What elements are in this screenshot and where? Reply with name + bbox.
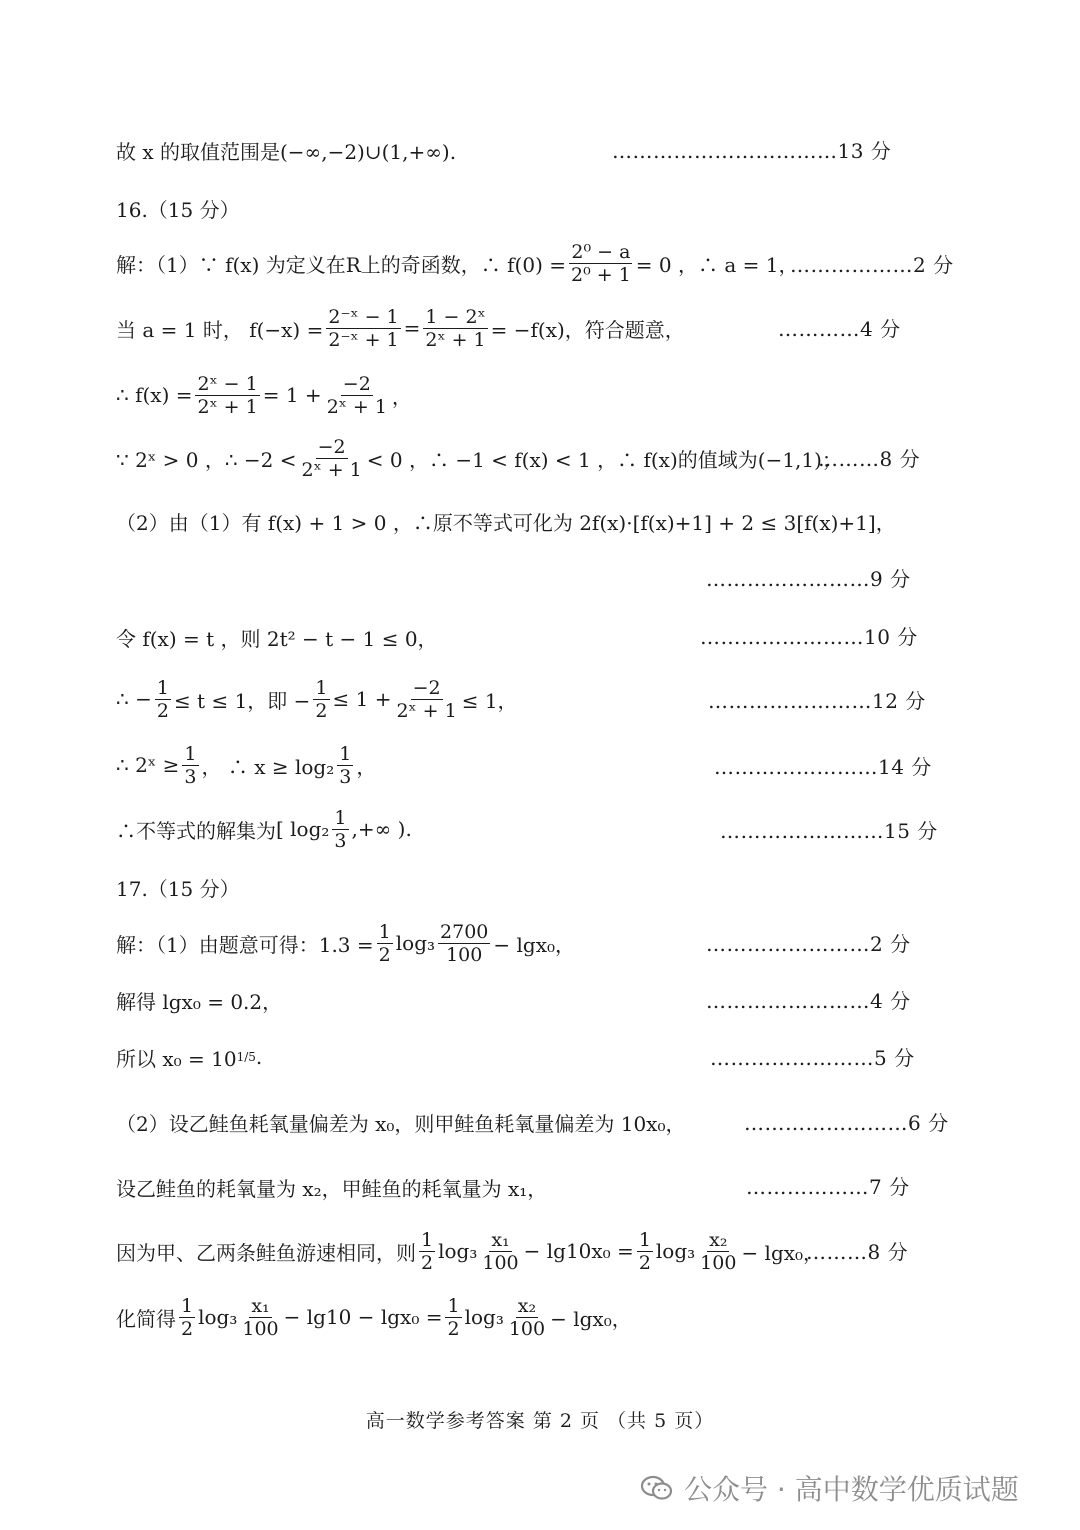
text-segment: 化简得 [116, 1306, 176, 1331]
score-2: ………………2 分 [790, 253, 954, 277]
fraction [195, 373, 259, 418]
q17-part1-line1 [116, 920, 575, 966]
text-segment: log₃ [464, 1305, 504, 1329]
q17-part1-line3 [116, 1034, 262, 1080]
text-segment: ≤ 1， [461, 688, 518, 713]
score-15: ……………………15 分 [720, 819, 938, 843]
text-segment: （2）设乙鲑鱼耗氧量偏差为 x₀，则甲鲑鱼耗氧量偏差为 10x₀， [116, 1111, 686, 1136]
numerator: 1 [184, 742, 197, 765]
text-segment: . [255, 1045, 263, 1069]
fraction [313, 677, 329, 722]
denominator: 3 [339, 765, 352, 788]
text-segment: 所以 x₀ = 10 [116, 1046, 237, 1071]
q16-part2-line3 [116, 676, 518, 722]
denominator: 2ˣ + 1 [197, 395, 258, 418]
numerator: 1 [181, 1294, 194, 1317]
denominator: 2 [447, 1317, 460, 1340]
score-10: ……………………10 分 [700, 625, 918, 649]
text-segment: ， [391, 384, 412, 409]
fraction [445, 1295, 461, 1340]
numerator: 2ˣ − 1 [197, 372, 258, 395]
score-2b: ……………………2 分 [706, 932, 911, 956]
text-segment: = −f(x)，符合题意， [490, 317, 685, 342]
numerator: 1 [339, 742, 352, 765]
numerator: 2⁰ − a [571, 240, 631, 263]
score-6: ……………………6 分 [744, 1111, 949, 1135]
denominator: 2 [378, 943, 391, 966]
text-segment: 解：（1）∵ f(x) 为定义在R上的奇函数，∴ f(0) = [116, 252, 566, 277]
q17-part2-line3 [116, 1228, 823, 1274]
score-5: ……………………5 分 [710, 1046, 915, 1070]
fraction [240, 1295, 280, 1340]
text-segment: 当 a = 1 时， f(−x) = [116, 317, 324, 342]
denominator: 100 [508, 1317, 546, 1340]
question-17-label: 17.（15 分） [116, 876, 240, 901]
text-segment: ， [356, 754, 377, 779]
denominator: 2 [156, 699, 169, 722]
numerator: x₂ [517, 1294, 537, 1317]
question-17-heading [116, 864, 240, 910]
text-segment: − lgx₀， [493, 932, 575, 957]
denominator: 2 [315, 699, 328, 722]
score-4b: ……………………4 分 [706, 989, 911, 1013]
numerator: 1 [315, 676, 328, 699]
text-segment: ∵ 2ˣ > 0 ，∴ −2 < [116, 447, 297, 472]
fraction [480, 1229, 520, 1274]
fraction [637, 1229, 653, 1274]
question-16-heading [116, 185, 240, 231]
text-segment: ≤ t ≤ 1，即 − [173, 688, 311, 713]
fraction [569, 241, 633, 286]
text-segment: ≤ 1 + [332, 687, 392, 711]
text-segment: − lg10x₀ = [523, 1239, 634, 1263]
text-segment: − lgx₀， [550, 1306, 632, 1331]
fraction [155, 677, 171, 722]
denominator: 2⁻ˣ + 1 [328, 328, 399, 351]
numerator: 1 [638, 1228, 651, 1251]
text-segment: ,+∞ ). [351, 817, 412, 841]
denominator: 3 [334, 829, 347, 852]
fraction [419, 1229, 435, 1274]
text-segment: log₃ [655, 1239, 696, 1263]
score-14: ……………………14 分 [714, 755, 932, 779]
q17-part2-line4 [116, 1294, 632, 1340]
watermark [640, 1466, 1019, 1510]
text-segment: ， ∴ x ≥ log₂ [201, 754, 335, 779]
text-segment: = 0 ，∴ a = 1， [635, 252, 799, 277]
numerator: 2⁻ˣ − 1 [328, 305, 399, 328]
fraction [423, 306, 487, 351]
fraction [394, 677, 458, 722]
q16-part2-line1 [116, 498, 896, 544]
question-16-label: 16.（15 分） [116, 197, 240, 222]
page-footer: 高一数学参考答案 第 2 页 （共 5 页） [365, 1410, 715, 1432]
numerator: 2700 [440, 920, 489, 943]
numerator: 1 [378, 920, 391, 943]
numerator: 1 [447, 1294, 460, 1317]
range-text: 故 x 的取值范围是(−∞,−2)∪(1,+∞). [116, 139, 457, 164]
wechat-icon [640, 1474, 674, 1502]
text-segment: 设乙鲑鱼的耗氧量为 x₂，甲鲑鱼的耗氧量为 x₁， [116, 1176, 548, 1201]
q16-part1-line3 [116, 372, 412, 418]
text-segment: ∴ 2ˣ ≥ [116, 753, 180, 777]
q16-part1-line2 [116, 305, 685, 351]
numerator: x₁ [491, 1228, 510, 1251]
q16-part1-line1 [116, 240, 798, 286]
q16-part2-line4 [116, 742, 376, 788]
text-segment: （2）由（1）有 f(x) + 1 > 0 ，∴原不等式可化为 2f(x)·[f(x)+1] + 2 ≤ 3[f(x)+1]， [116, 510, 896, 535]
q16-part2-line2 [116, 614, 438, 660]
numerator: −2 [412, 676, 441, 699]
text-segment: ∴ − [116, 687, 152, 711]
score-7: ………………7 分 [746, 1175, 910, 1199]
score-9: ……………………9 分 [706, 567, 911, 591]
numerator: 1 [156, 676, 169, 699]
score-8b: ………8 分 [806, 1240, 909, 1264]
text-segment: = [403, 316, 421, 340]
text-segment: ∴ f(x) = [116, 383, 193, 407]
fraction [507, 1295, 547, 1340]
denominator: 2 [638, 1251, 651, 1274]
text-segment: [ log₂ [276, 817, 330, 841]
numerator: −2 [342, 372, 371, 395]
denominator: 3 [184, 765, 197, 788]
denominator: 100 [242, 1317, 279, 1340]
text-segment: log₃ [395, 931, 436, 955]
numerator: x₂ [709, 1228, 728, 1251]
text-segment: log₃ [198, 1305, 238, 1329]
text-segment: 解得 lgx₀ = 0.2， [116, 989, 283, 1014]
text-segment: log₃ [438, 1239, 478, 1263]
text-segment: 因为甲、乙两条鲑鱼游速相同，则 [116, 1240, 416, 1265]
text-segment: − lgx₀， [741, 1240, 824, 1265]
fraction [337, 743, 353, 788]
text-segment: 解：（1）由题意可得：1.3 = [116, 932, 374, 957]
denominator: 2ˣ + 1 [425, 328, 486, 351]
q16-solution-set [116, 806, 412, 852]
denominator: 2 [421, 1251, 434, 1274]
denominator: 100 [700, 1251, 737, 1274]
text-segment: = 1 + [262, 383, 322, 407]
range-conclusion [116, 127, 456, 173]
denominator: 2⁰ + 1 [571, 263, 631, 286]
score-4: …………4 分 [778, 317, 901, 341]
fraction [326, 306, 400, 351]
fraction [332, 807, 348, 852]
fraction [377, 921, 393, 966]
denominator: 100 [446, 943, 483, 966]
numerator: 1 − 2ˣ [425, 305, 486, 328]
score-13: ……………………………13 分 [612, 139, 892, 163]
denominator: 2 [181, 1317, 194, 1340]
q17-part2-line2 [116, 1164, 547, 1210]
q16-part1-line4 [116, 435, 842, 481]
fraction [325, 373, 389, 418]
denominator: 2ˣ + 1 [301, 458, 362, 481]
q17-part1-line2 [116, 977, 282, 1023]
denominator: 100 [482, 1251, 519, 1274]
text-segment: < 0 ，∴ −1 < f(x) < 1 ，∴ f(x)的值域为(−1,1)； [366, 447, 842, 472]
denominator: 2ˣ + 1 [396, 699, 457, 722]
denominator: 2ˣ + 1 [326, 395, 387, 418]
watermark-text: 公众号 · 高中数学优质试题 [684, 1473, 1019, 1506]
numerator: 1 [421, 1228, 434, 1251]
text-segment: ∴不等式的解集为 [116, 818, 276, 843]
fraction [179, 1295, 195, 1340]
fraction [438, 921, 490, 966]
numerator: −2 [317, 435, 346, 458]
score-12: ……………………12 分 [708, 689, 926, 713]
text-segment: − lg10 − lgx₀ = [283, 1305, 443, 1329]
score-8: ………8 分 [818, 447, 921, 471]
text-segment: 令 f(x) = t ，则 2t² − t − 1 ≤ 0， [116, 626, 438, 651]
numerator: 1 [334, 806, 347, 829]
numerator: x₁ [251, 1294, 270, 1317]
fraction [300, 436, 364, 481]
exponent: 1/5 [236, 1050, 256, 1064]
fraction [182, 743, 198, 788]
q17-part2-line1 [116, 1099, 685, 1145]
fraction [698, 1229, 738, 1274]
